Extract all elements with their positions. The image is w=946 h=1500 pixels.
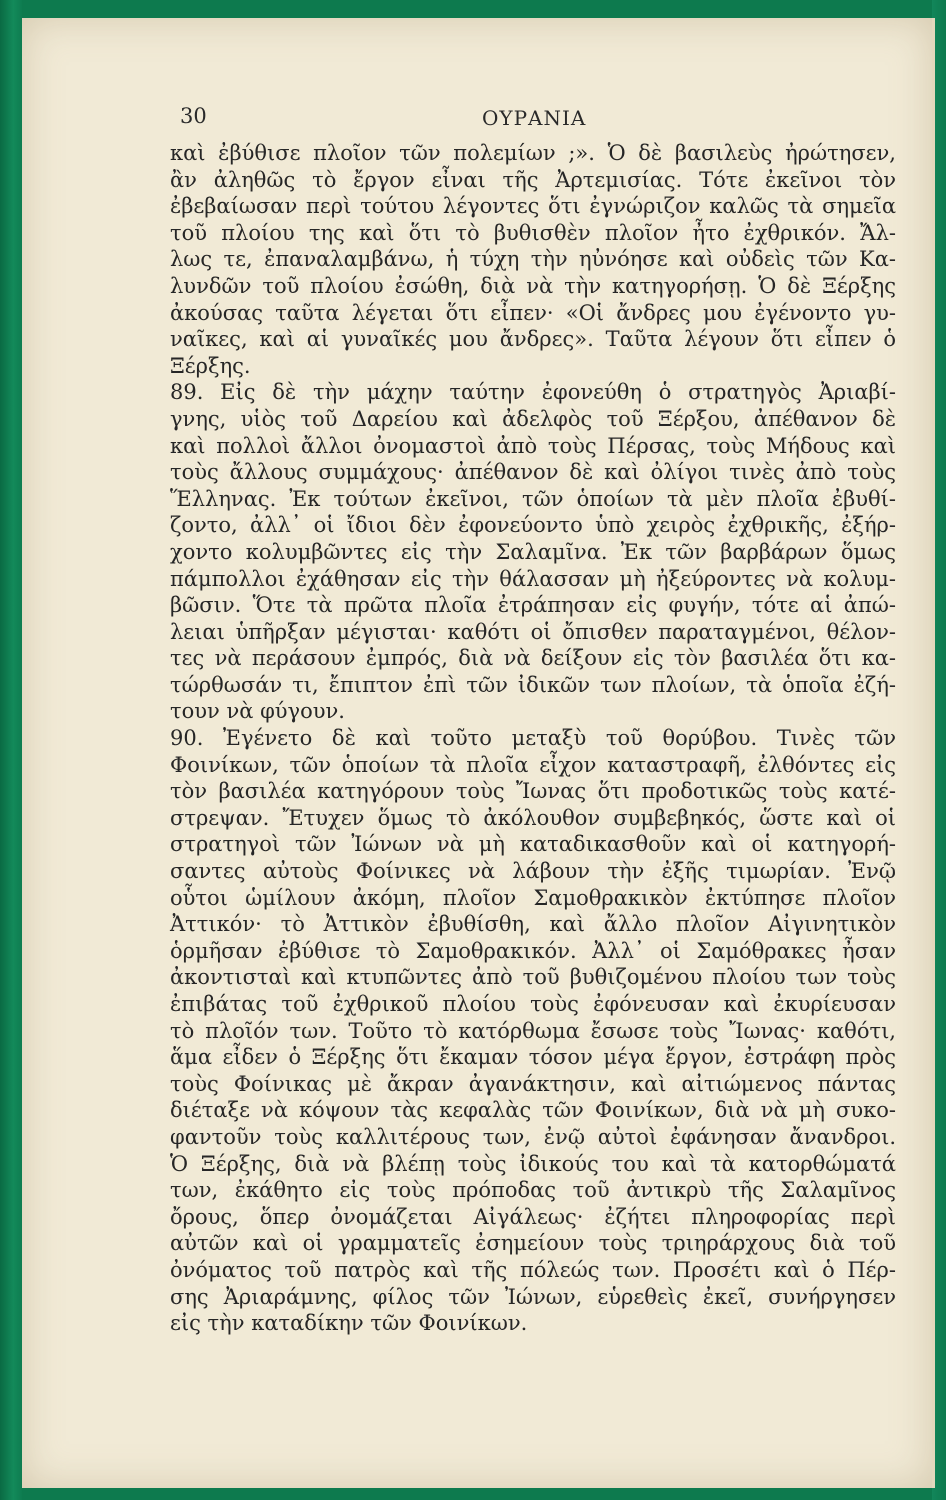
text-line: χοντο κολυμβῶντες εἰς τὴν Σαλαμῖνα. Ἐκ τῶν βαρβάρων ὅμως bbox=[170, 539, 896, 564]
text-line: Ἕλληνας. Ἐκ τούτων ἐκεῖνοι, τῶν ὁποίων τὰ μὲν πλοῖα ἐβυθί- bbox=[170, 486, 896, 511]
text-line: τὸ πλοῖόν των. Τοῦτο τὸ κατόρθωμα ἔσωσε τοὺς Ἴωνας· καθότι, bbox=[170, 1018, 896, 1043]
text-line: στρατηγοὶ τῶν Ἰώνων νὰ μὴ καταδικασθοῦν καὶ οἱ κατηγορή- bbox=[170, 832, 896, 857]
text-line: βῶσιν. Ὅτε τὰ πρῶτα πλοῖα ἐτράπησαν εἰς φυγήν, τότε αἱ ἀπώ- bbox=[170, 593, 896, 618]
text-line: σαντες αὐτοὺς Φοίνικες νὰ λάβουν τὴν ἐξῆς τιμωρίαν. Ἐνῷ bbox=[170, 859, 896, 884]
text-line: γνης, υἱὸς τοῦ Δαρείου καὶ ἀδελφὸς τοῦ Ξέρξου, ἀπέθανον δὲ bbox=[170, 406, 896, 431]
text-line: τες νὰ περάσουν ἐμπρός, διὰ νὰ δείξουν εἰς τὸν βασιλέα ὅτι κα- bbox=[170, 646, 896, 671]
page-header bbox=[22, 104, 932, 134]
text-line: λυνδῶν τοῦ πλοίου ἐσώθη, διὰ νὰ τὴν κατηγορήσῃ. Ὁ δὲ Ξέρξης bbox=[170, 273, 896, 298]
text-line: τοῦ πλοίου της καὶ ὅτι τὸ βυθισθὲν πλοῖον ἦτο ἐχθρικόν. Ἄλ- bbox=[170, 220, 896, 245]
text-line: 90. Ἐγένετο δὲ καὶ τοῦτο μεταξὺ τοῦ θορύβου. Τινὲς τῶν bbox=[170, 726, 896, 751]
text-line: ἀκοντισταὶ καὶ κτυπῶντες ἀπὸ τοῦ βυθιζομένου πλοίου των τοὺς bbox=[170, 965, 896, 990]
text-line: Ἀττικόν· τὸ Ἀττικὸν ἐβυθίσθη, καὶ ἄλλο πλοῖον Αἰγινητικὸν bbox=[170, 912, 896, 937]
text-line: τώρθωσάν τι, ἔπιπτον ἐπὶ τῶν ἰδικῶν των πλοίων, τὰ ὁποῖα ἐζή- bbox=[170, 672, 896, 697]
text-line: ἂν ἀληθῶς τὸ ἔργον εἶναι τῆς Ἀρτεμισίας. Τότε ἐκεῖνοι τὸν bbox=[170, 167, 896, 192]
text-line: στρεψαν. Ἔτυχεν ὅμως τὸ ἀκόλουθον συμβεβηκός, ὥστε καὶ οἱ bbox=[170, 805, 896, 830]
text-line: τοὺς ἄλλους συμμάχους· ἀπέθανον δὲ καὶ ὀλίγοι τινὲς ἀπὸ τοὺς bbox=[170, 460, 896, 485]
text-line: σης Ἀριαράμνης, φίλος τῶν Ἰώνων, εὑρεθεὶς ἐκεῖ, συνήργησεν bbox=[170, 1284, 896, 1309]
text-line: ναῖκες, καὶ αἱ γυναῖκές μου ἄνδρες». Ταῦτα λέγουν ὅτι εἶπεν ὁ bbox=[170, 327, 896, 352]
text-line: λειαι ὑπῆρξαν μέγισται· καθότι οἱ ὄπισθεν παραταγμένοι, θέλον- bbox=[170, 619, 896, 644]
text-line: ἅμα εἶδεν ὁ Ξέρξης ὅτι ἔκαμαν τόσον μέγα ἔργον, ἐστράφη πρὸς bbox=[170, 1045, 896, 1070]
text-line: τοὺς Φοίνικας μὲ ἄκραν ἀγανάκτησιν, καὶ αἰτιώμενος πάντας bbox=[170, 1071, 896, 1096]
text-line: εἰς τὴν καταδίκην τῶν Φοινίκων. bbox=[170, 1311, 528, 1336]
text-line: λως τε, ἐπαναλαμβάνω, ἡ τύχη τὴν ηὐνόησε καὶ οὐδεὶς τῶν Κα- bbox=[170, 247, 896, 272]
text-line: 89. Εἰς δὲ τὴν μάχην ταύτην ἐφονεύθη ὁ στρατηγὸς Ἀριαβί- bbox=[170, 380, 896, 405]
text-line: αὐτῶν καὶ οἱ γραμματεῖς ἐσημείουν τοὺς τριηράρχους διὰ τοῦ bbox=[170, 1231, 896, 1256]
text-line: καὶ ἐβύθισε πλοῖον τῶν πολεμίων ;». Ὁ δὲ βασιλεὺς ἠρώτησεν, bbox=[170, 141, 896, 165]
text-line: τὸν βασιλέα κατηγόρουν τοὺς Ἴωνας ὅτι προδοτικῶς τοὺς κατέ- bbox=[170, 779, 896, 804]
text-line: Ὁ Ξέρξης, διὰ νὰ βλέπῃ τοὺς ἰδικούς του καὶ τὰ κατορθώματά bbox=[170, 1151, 896, 1176]
text-line: διέταξε νὰ κόψουν τὰς κεφαλὰς τῶν Φοινίκων, διὰ νὰ μὴ συκο- bbox=[170, 1098, 896, 1123]
text-line: ζοντο, ἀλλ᾽ οἱ ἴδιοι δὲν ἐφονεύοντο ὑπὸ χειρὸς ἐχθρικῆς, ἐξήρ- bbox=[170, 513, 896, 538]
text-line: τουν νὰ φύγουν. bbox=[170, 699, 345, 724]
page-number: 30 bbox=[180, 104, 207, 128]
text-line: φαντοῦν τοὺς καλλιτέρους των, ἐνῷ αὐτοὶ ἐφάνησαν ἄνανδροι. bbox=[170, 1124, 896, 1149]
book-page bbox=[22, 18, 935, 1488]
text-line: ἐπιβάτας τοῦ ἐχθρικοῦ πλοίου τοὺς ἐφόνευσαν καὶ ἐκυρίευσαν bbox=[170, 992, 896, 1016]
text-line: Φοινίκων, τῶν ὁποίων τὰ πλοῖα εἶχον καταστραφῆ, ἐλθόντες εἰς bbox=[170, 752, 896, 777]
book-spine-edge bbox=[0, 0, 22, 1500]
text-line: Ξέρξης. bbox=[170, 353, 251, 378]
text-line: πάμπολλοι ἐχάθησαν εἰς τὴν θάλασσαν μὴ ἠξεύροντες νὰ κολυμ- bbox=[170, 566, 896, 591]
text-line: ἐβεβαίωσαν περὶ τούτου λέγοντες ὅτι ἐγνώριζον καλῶς τὰ σημεῖα bbox=[170, 194, 896, 219]
text-line: οὗτοι ὡμίλουν ἀκόμη, πλοῖον Σαμοθρακικὸν ἐκτύπησε πλοῖον bbox=[170, 885, 896, 910]
text-line: των, ἐκάθητο εἰς τοὺς πρόποδας τοῦ ἀντικρὺ τῆς Σαλαμῖνος bbox=[170, 1178, 896, 1203]
text-line: ὄρους, ὅπερ ὀνομάζεται Αἰγάλεως· ἐζήτει πληροφορίας περὶ bbox=[170, 1204, 896, 1229]
body-text bbox=[170, 140, 896, 1337]
running-title: ΟΥΡΑΝΙΑ bbox=[482, 106, 587, 130]
text-line: ὀνόματος τοῦ πατρὸς καὶ τῆς πόλεώς των. Προσέτι καὶ ὁ Πέρ- bbox=[170, 1257, 896, 1282]
text-line: ὁρμῆσαν ἐβύθισε τὸ Σαμοθρακικόν. Ἀλλ᾽ οἱ Σαμόθρακες ἦσαν bbox=[170, 938, 896, 963]
text-line: καὶ πολλοὶ ἄλλοι ὀνομαστοὶ ἀπὸ τοὺς Πέρσας, τοὺς Μήδους καὶ bbox=[170, 433, 896, 458]
text-line: ἀκούσας ταῦτα λέγεται ὅτι εἶπεν· «Οἱ ἄνδρες μου ἐγένοντο γυ- bbox=[170, 300, 896, 325]
